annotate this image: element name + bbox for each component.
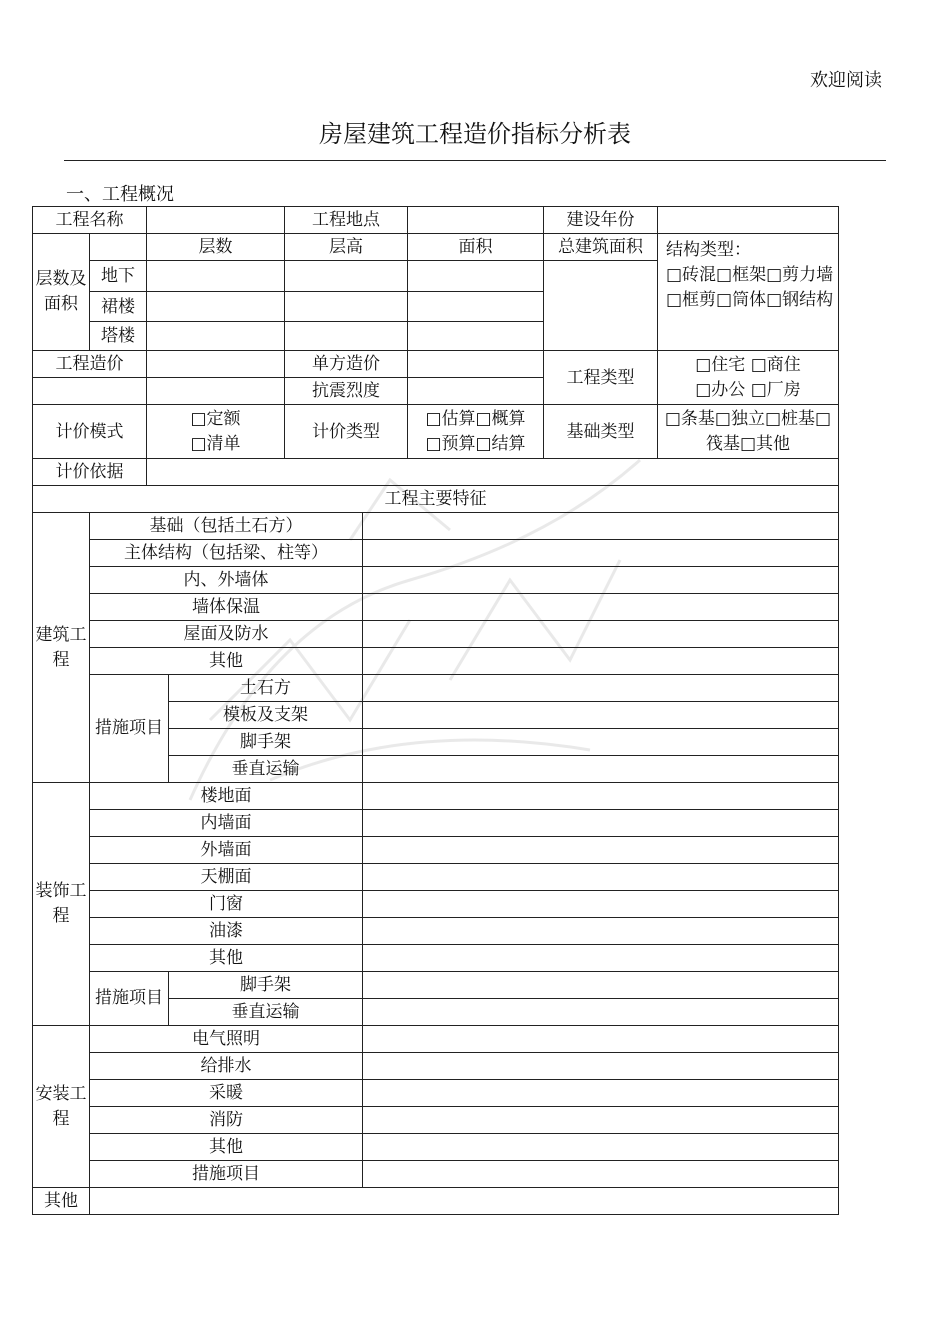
field-construction-year[interactable] (658, 207, 839, 234)
construction-measure: 土石方 (169, 675, 363, 702)
installation-item-field[interactable] (363, 1107, 839, 1134)
field-tower-area[interactable] (408, 322, 544, 351)
decoration-row (33, 891, 839, 918)
row-main-features (33, 486, 839, 513)
installation-item: 消防 (90, 1107, 363, 1134)
installation-row (33, 1161, 839, 1188)
decoration-measure-field[interactable] (363, 999, 839, 1026)
decoration-item: 油漆 (90, 918, 363, 945)
construction-item-field[interactable] (363, 594, 839, 621)
installation-item: 其他 (90, 1134, 363, 1161)
construction-measure: 脚手架 (169, 729, 363, 756)
construction-measure-field[interactable] (363, 702, 839, 729)
decoration-item-field[interactable] (363, 837, 839, 864)
label-foundation-type: 基础类型 (544, 405, 658, 459)
field-podium-area[interactable] (408, 292, 544, 322)
label-main-features: 工程主要特征 (33, 486, 839, 513)
construction-item-field[interactable] (363, 621, 839, 648)
field-underground-area[interactable] (408, 261, 544, 292)
decoration-item: 其他 (90, 945, 363, 972)
label-decoration: 装饰工程 (33, 783, 90, 1026)
construction-item-field[interactable] (363, 513, 839, 540)
installation-row (33, 1053, 839, 1080)
installation-row (33, 1026, 839, 1053)
label-construction-year: 建设年份 (544, 207, 658, 234)
decoration-row (33, 945, 839, 972)
label-other: 其他 (33, 1188, 90, 1215)
label-pricing-type: 计价类型 (285, 405, 408, 459)
decoration-row (33, 837, 839, 864)
construction-item: 墙体保温 (90, 594, 363, 621)
installation-item-field[interactable] (363, 1161, 839, 1188)
pricing-type-options[interactable]: □估算□概算 □预算□结算 (408, 405, 544, 459)
construction-row (33, 621, 839, 648)
field-project-name[interactable] (147, 207, 285, 234)
title-divider (64, 160, 886, 161)
field-project-cost[interactable] (147, 351, 285, 378)
installation-item: 给排水 (90, 1053, 363, 1080)
installation-item: 采暖 (90, 1080, 363, 1107)
field-podium-floors[interactable] (147, 292, 285, 322)
field-total-area[interactable] (544, 261, 658, 351)
installation-item-field[interactable] (363, 1134, 839, 1161)
decoration-row (33, 918, 839, 945)
label-tower: 塔楼 (90, 322, 147, 351)
decoration-measure: 脚手架 (169, 972, 363, 999)
label-seismic: 抗震烈度 (285, 378, 408, 405)
header-note: 欢迎阅读 (810, 70, 882, 91)
installation-row (33, 1134, 839, 1161)
decoration-item: 内墙面 (90, 810, 363, 837)
row-pricing-basis (33, 459, 839, 486)
decoration-measure-row (33, 972, 839, 999)
construction-measure: 模板及支架 (169, 702, 363, 729)
label-construction: 建筑工程 (33, 513, 90, 783)
decoration-item-field[interactable] (363, 783, 839, 810)
label-unit-cost: 单方造价 (285, 351, 408, 378)
label-pricing-basis: 计价依据 (33, 459, 147, 486)
installation-row (33, 1107, 839, 1134)
installation-item: 措施项目 (90, 1161, 363, 1188)
structure-type-options[interactable]: 结构类型： □砖混□框架□剪力墙□框剪□筒体□钢结构 (658, 234, 839, 351)
field-cost-extra[interactable] (33, 378, 147, 405)
decoration-item-field[interactable] (363, 918, 839, 945)
col-height: 层高 (285, 234, 408, 261)
page-title: 房屋建筑工程造价指标分析表 (319, 120, 631, 148)
construction-item: 内、外墙体 (90, 567, 363, 594)
project-type-options[interactable]: □住宅 □商住 □办公 □厂房 (658, 351, 839, 405)
construction-row (33, 567, 839, 594)
decoration-item: 楼地面 (90, 783, 363, 810)
decoration-item: 门窗 (90, 891, 363, 918)
installation-item-field[interactable] (363, 1053, 839, 1080)
analysis-table (32, 206, 839, 1215)
decoration-item-field[interactable] (363, 891, 839, 918)
col-floors: 层数 (147, 234, 285, 261)
label-installation: 安装工程 (33, 1026, 90, 1188)
installation-item-field[interactable] (363, 1026, 839, 1053)
field-podium-height[interactable] (285, 292, 408, 322)
installation-row (33, 1080, 839, 1107)
section-heading: 一、工程概况 (66, 184, 174, 205)
construction-item: 主体结构（包括梁、柱等） (90, 540, 363, 567)
decoration-row (33, 783, 839, 810)
construction-measure-field[interactable] (363, 729, 839, 756)
foundation-type-options[interactable]: □条基□独立□桩基□筏基□其他 (658, 405, 839, 459)
field-pricing-basis[interactable] (147, 459, 839, 486)
construction-row (33, 540, 839, 567)
construction-measure-row (33, 675, 839, 702)
label-construction-measures: 措施项目 (90, 675, 169, 783)
decoration-item: 天棚面 (90, 864, 363, 891)
row-pricing (33, 405, 839, 459)
label-project-cost: 工程造价 (33, 351, 147, 378)
field-other[interactable] (90, 1188, 839, 1215)
construction-row (33, 648, 839, 675)
decoration-row (33, 864, 839, 891)
col-total-area: 总建筑面积 (544, 234, 658, 261)
field-tower-floors[interactable] (147, 322, 285, 351)
decoration-item: 外墙面 (90, 837, 363, 864)
row-floors-header (33, 234, 839, 261)
field-tower-height[interactable] (285, 322, 408, 351)
field-underground-floors[interactable] (147, 261, 285, 292)
field-seismic[interactable] (408, 378, 544, 405)
construction-item-field[interactable] (363, 540, 839, 567)
col-area: 面积 (408, 234, 544, 261)
decoration-item-field[interactable] (363, 810, 839, 837)
field-cost-extra-2[interactable] (147, 378, 285, 405)
construction-measure-field[interactable] (363, 675, 839, 702)
construction-measure-field[interactable] (363, 756, 839, 783)
row-other (33, 1188, 839, 1215)
construction-item: 屋面及防水 (90, 621, 363, 648)
label-podium: 裙楼 (90, 292, 147, 322)
pricing-mode-options[interactable]: □定额 □清单 (147, 405, 285, 459)
decoration-item-field[interactable] (363, 864, 839, 891)
label-underground: 地下 (90, 261, 147, 292)
decoration-item-field[interactable] (363, 945, 839, 972)
label-pricing-mode: 计价模式 (33, 405, 147, 459)
label-project-type: 工程类型 (544, 351, 658, 405)
decoration-measure-field[interactable] (363, 972, 839, 999)
field-project-location[interactable] (408, 207, 544, 234)
decoration-row (33, 810, 839, 837)
construction-item: 基础（包括土石方） (90, 513, 363, 540)
installation-item: 电气照明 (90, 1026, 363, 1053)
field-unit-cost[interactable] (408, 351, 544, 378)
label-decoration-measures: 措施项目 (90, 972, 169, 1026)
construction-item-field[interactable] (363, 648, 839, 675)
label-project-location: 工程地点 (285, 207, 408, 234)
row-project-name (33, 207, 839, 234)
label-project-name: 工程名称 (33, 207, 147, 234)
construction-measure: 垂直运输 (169, 756, 363, 783)
decoration-measure: 垂直运输 (169, 999, 363, 1026)
construction-row (33, 513, 839, 540)
construction-row (33, 594, 839, 621)
row-project-cost (33, 351, 839, 378)
label-floors-area: 层数及面积 (33, 234, 90, 351)
installation-item-field[interactable] (363, 1080, 839, 1107)
construction-item-field[interactable] (363, 567, 839, 594)
field-underground-height[interactable] (285, 261, 408, 292)
construction-item: 其他 (90, 648, 363, 675)
